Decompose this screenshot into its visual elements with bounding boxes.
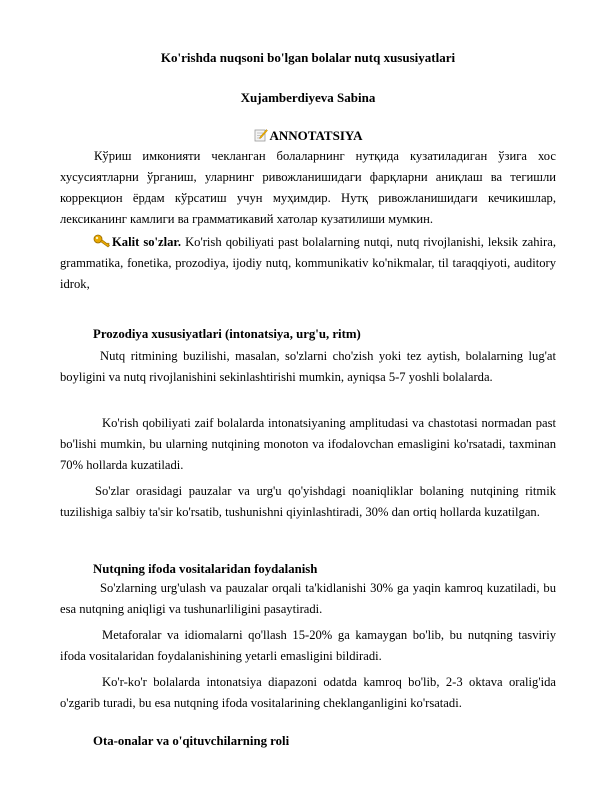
prosody-paragraph-3-text: So'zlar orasidagi pauzalar va urg'u qo'yishdagi noaniqliklar bolaning nutqining ritmik tuzilishiga salbiy ta'sir ko'rsatib, tushunishni qiyinlashtiradi, 30% dan ortiq hollarda kuzatilgan.	[60, 484, 556, 519]
key-icon	[93, 234, 111, 248]
keywords-text: Ko'rish qobiliyati past bolalarning nutqi, nutq rivojlanishi, leksik zahira, grammatika, fonetika, prozodiya, ijodiy nutq, kommunikativ ko'nikmalar, til taraqqiyoti, auditory idrok,	[60, 235, 556, 291]
expressive-paragraph-3-text: Ko'r-ko'r bolalarda intonatsiya diapazoni odatda kamroq bo'lib, 2-3 oktava oralig'ida o'zgarib turadi, bu esa nutqning ifoda vositalarining cheklanganligini ko'rsatadi.	[60, 675, 556, 710]
prosody-paragraph-1-text: Nutq ritmining buzilishi, masalan, so'zlarni cho'zish yoki tez aytish, bolalarning lug'at boyligini va nutq rivojlanishini sekinlashtirishi mumkin, ayniqsa 5-7 yoshli bolalarda.	[60, 349, 556, 384]
prosody-paragraph-2	[60, 413, 556, 476]
expressive-paragraph-1-text: So'zlarning urg'ulash va pauzalar orqali ta'kidlanishi 30% ga yaqin kamroq kuzatiladi, bu esa nutqning aniqligi va tushunarliligini pasaytiradi.	[60, 581, 556, 616]
expressive-paragraph-2-text: Metaforalar va idiomalarni qo'llash 15-20% ga kamaygan bo'lib, bu nutqning tasviriy ifoda vositalaridan foydalanishining yetarli emasligini bildiradi.	[60, 628, 556, 663]
expressive-paragraph-2	[60, 625, 556, 667]
author-name: Xujamberdiyeva Sabina	[240, 90, 376, 105]
annotation-heading-text: ANNOTATSIYA	[269, 128, 363, 143]
section-heading-expressive: Nutqning ifoda vositalaridan foydalanish	[93, 562, 318, 576]
prosody-paragraph-2-text: Ko'rish qobiliyati zaif bolalarda intonatsiyaning amplitudasi va chastotasi normadan past bo'lishi mumkin, bu ularning nutqining monoton va ifodalovchan emasligini ko'rsatadi, taxminan 70% hollarda kuzatiladi.	[60, 416, 556, 472]
expressive-paragraph-1	[60, 578, 556, 620]
section-heading-prosody: Prozodiya xususiyatlari (intonatsiya, urg'u, ritm)	[93, 327, 361, 341]
annotation-paragraph	[60, 146, 556, 230]
memo-icon	[254, 128, 268, 142]
annotation-text: Кўриш имконияти чекланган болаларнинг нутқида кузатиладиган ўзига хос хусусиятларни ўрганиш, уларнинг ривожланишидаги фарқларни аниқлаш ва тегишли коррекцион ёрдам кўрсатиш учун муҳимдир. Нутқ ривожланишидаги кечикишлар, лексиканинг камлиги ва грамматикавий хатолар кузатилиши мумкин.	[60, 149, 556, 226]
document-title: Ko'rishda nuqsoni bo'lgan bolalar nutq xususiyatlari	[160, 50, 456, 65]
keywords-paragraph	[60, 232, 556, 295]
keywords-label: Kalit so'zlar.	[112, 235, 182, 249]
prosody-paragraph-1	[60, 346, 556, 388]
expressive-paragraph-3	[60, 672, 556, 714]
section-heading-parents: Ota-onalar va o'qituvchilarning roli	[93, 734, 290, 748]
prosody-paragraph-3	[60, 481, 556, 523]
annotation-heading	[60, 128, 556, 144]
